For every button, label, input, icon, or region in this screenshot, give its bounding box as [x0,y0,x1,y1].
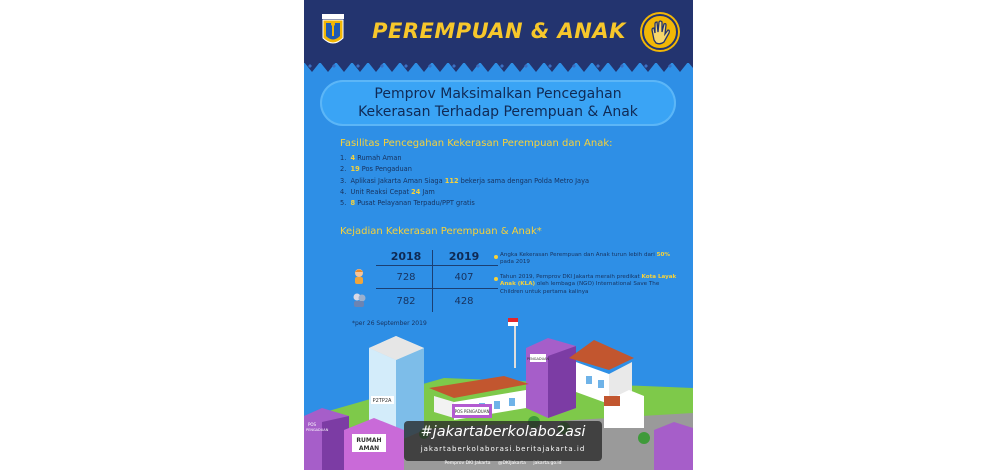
table-cell: 728 [396,272,416,283]
list-item: 4. Unit Reaksi Cepat 24 Jam [340,187,435,196]
social-links [404,461,602,466]
headline-banner [320,80,676,126]
sign-rumah-aman [352,434,386,452]
note-decline: Angka Kekerasan Perempuan dan Anak turun lebih dari 50% pada 2019 [500,252,670,266]
social-website[interactable]: jakarta.go.id [533,461,562,466]
women-icon [352,292,368,308]
infographic-poster [304,0,693,470]
svg-text:P2TP2A: P2TP2A [372,398,392,404]
list-item: 5. 8 Pusat Pelayanan Terpadu/PPT gratis [340,199,475,208]
table-cell: 428 [454,296,474,307]
facilities-title: Fasilitas Pencegahan Kekerasan Perempuan dan Anak: [340,138,613,149]
table-cell: 407 [454,272,474,283]
table-divider [376,265,498,266]
list-item: 3. Aplikasi Jakarta Aman Siaga 112 bekerja sama dengan Polda Metro Jaya [340,176,590,185]
year-header-2019: 2019 [448,250,480,263]
facilities-list [340,153,670,209]
svg-text:AMAN: AMAN [358,445,380,452]
bullet-icon [494,277,498,281]
note-kla-award: Tahun 2019, Pemprov DKI Jakarta meraih predikat Kota Layak Anak (KLA) oleh lembaga (NGO) International Save The Children untuk pertama kalinya [500,274,677,295]
svg-text:POS PENGADUAN: POS PENGADUAN [454,409,490,414]
svg-text:PENGADUAN: PENGADUAN [306,428,329,432]
table-footnote: *per 26 September 2019 [352,320,427,327]
svg-text:POS: POS [308,422,317,427]
svg-text:PENGADUAN: PENGADUAN [526,357,550,361]
svg-text:RUMAH: RUMAH [356,437,382,444]
bullet-icon [494,255,498,259]
table-divider [376,288,498,289]
hashtag-box [404,421,602,461]
social-facebook[interactable]: Pemprov DKI Jakarta [444,461,491,466]
social-twitter[interactable]: @DKIJakarta [497,461,526,466]
list-item: 1. 4 Rumah Aman [340,154,402,162]
list-item: 2. 19 Pos Pengaduan [340,165,412,174]
sign-p2tp2a [371,396,394,404]
incidents-title: Kejadian Kekerasan Perempuan & Anak* [340,226,542,237]
child-icon [352,268,366,284]
jakarta-crest-icon [322,14,344,48]
hand-stop-icon [642,14,678,50]
campaign-url: jakartaberkolaborasi.beritajakarta.id [420,445,586,453]
header-zigzag-border [304,60,693,72]
page-title: PEREMPUAN & ANAK [372,19,626,43]
hashtag: #jakartaberkolabo2asi [420,424,586,440]
headline-line-2: Kekerasan Terhadap Perempuan & Anak [358,104,638,120]
sign-pos-pengaduan-mid [452,404,492,418]
table-cell: 782 [396,296,416,307]
headline-line-1: Pemprov Maksimalkan Pencegahan [374,86,622,102]
year-header-2018: 2018 [390,250,422,263]
